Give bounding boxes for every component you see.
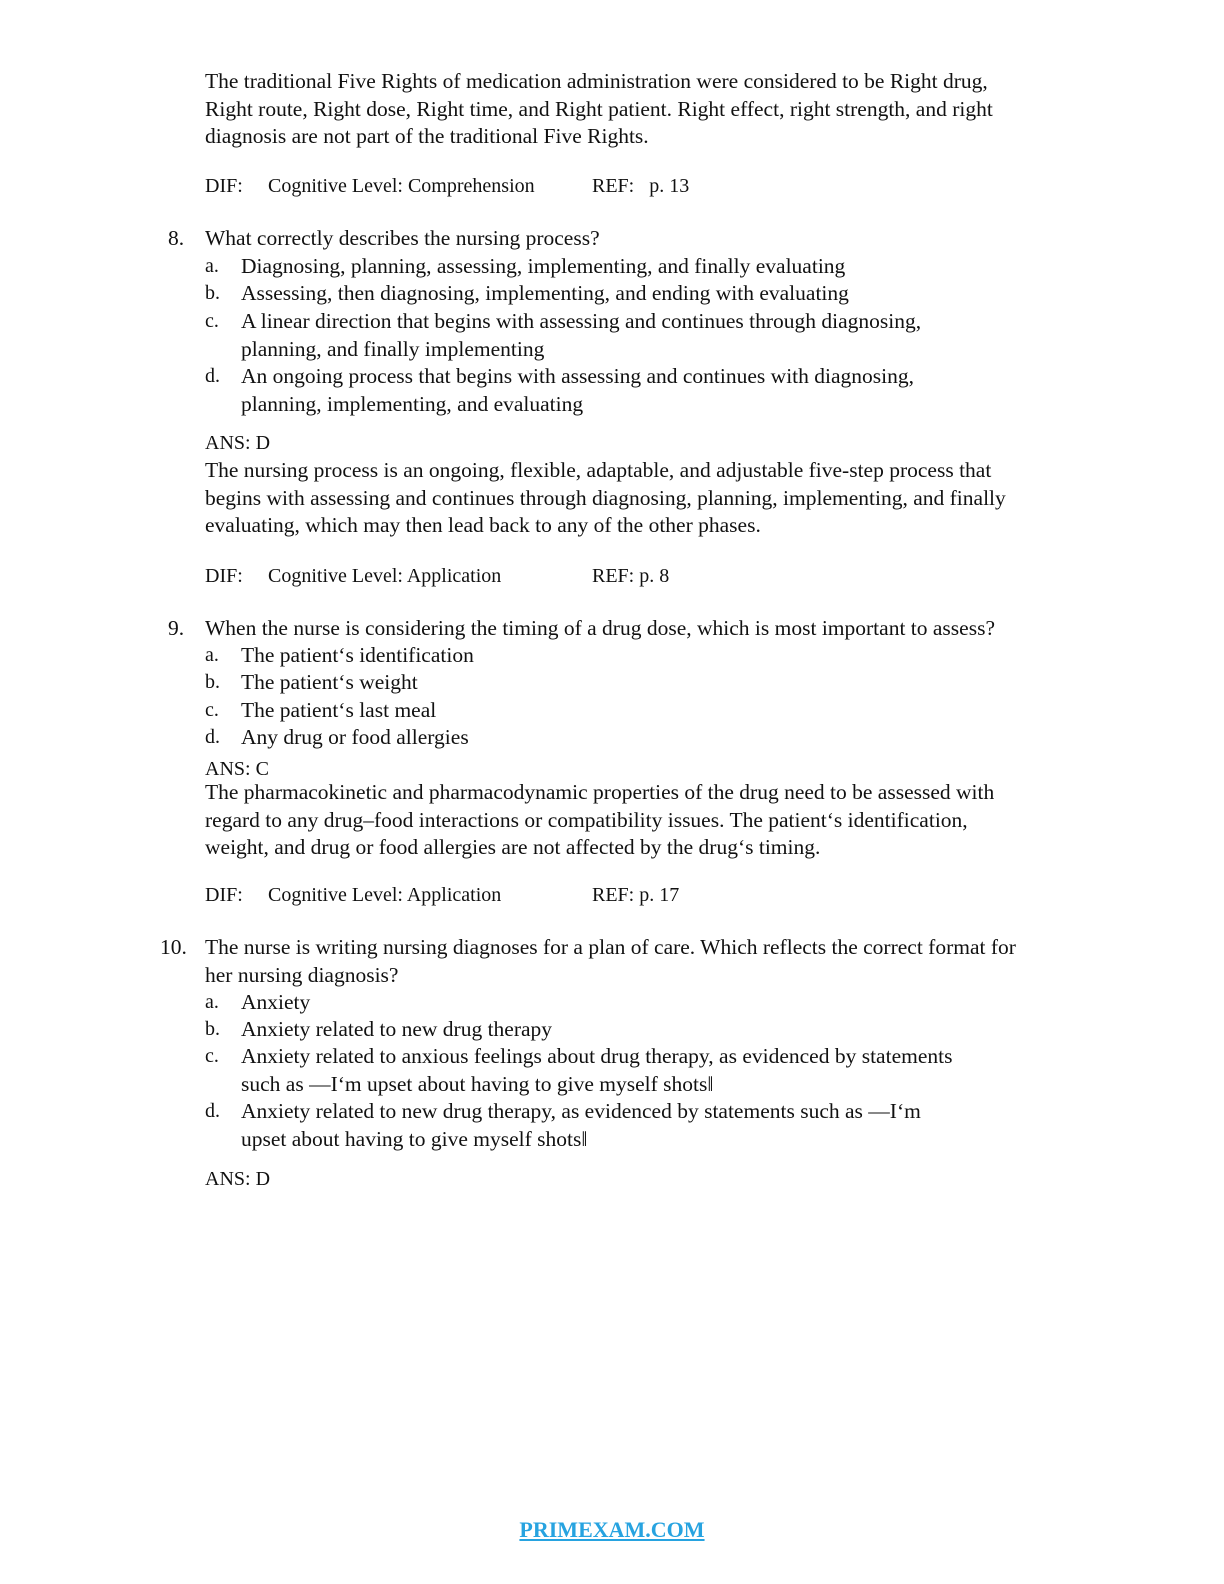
question-8-number: 8. (168, 226, 185, 250)
dif-label: DIF: (205, 884, 243, 906)
rationale-line: The traditional Five Rights of medication administration were considered to be Right drug, (205, 69, 988, 93)
intro-dif-label: DIF: (205, 175, 243, 197)
footer-link[interactable]: PRIMEXAM.COM (519, 1517, 705, 1542)
option-line: Anxiety related to anxious feelings about drug therapy, as evidenced by statements (241, 1044, 953, 1068)
option-letter: a. (205, 644, 219, 666)
option-text: Anxiety (241, 990, 311, 1014)
question-10-number: 10. (160, 935, 187, 959)
dif-label: DIF: (205, 565, 243, 587)
answer: ANS: D (205, 1168, 271, 1190)
answer: ANS: D (205, 432, 271, 454)
rationale-line: regard to any drug–food interactions or compatibility issues. The patient‘s identification, (205, 807, 968, 832)
option-line: upset about having to give myself shots‖ (241, 1126, 588, 1151)
option-letter: b. (205, 282, 220, 304)
option-text (241, 1043, 952, 1098)
option-text: The patient‘s identification (241, 643, 474, 667)
option-text (241, 1098, 921, 1153)
rationale-line: The pharmacokinetic and pharmacodynamic properties of the drug need to be assessed with (205, 780, 995, 804)
option-letter: d. (205, 365, 220, 387)
option-letter: c. (205, 699, 219, 721)
option-text: Any drug or food allergies (241, 725, 469, 749)
option-line: such as ―I‘m upset about having to give myself shots‖ (241, 1071, 714, 1096)
option-letter: a. (205, 255, 219, 277)
rationale-line: begins with assessing and continues through diagnosing, planning, implementing, and finally (205, 485, 1006, 510)
rationale-line: Right route, Right dose, Right time, and Right patient. Right effect, right strength, and right (205, 96, 993, 121)
question-10-stem (205, 934, 1016, 989)
stem-line: The nurse is writing nursing diagnoses for a plan of care. Which reflects the correct format for (205, 935, 1016, 959)
intro-dif-ref: REF: p. 13 (592, 175, 690, 197)
option-letter: d. (205, 726, 220, 748)
option-letter: c. (205, 1045, 219, 1067)
option-line: A linear direction that begins with assessing and continues through diagnosing, (241, 309, 922, 333)
option-letter: b. (205, 1018, 220, 1040)
question-8-stem: What correctly describes the nursing process? (205, 226, 600, 250)
question-9-number: 9. (168, 616, 185, 640)
dif-ref: REF: p. 17 (592, 884, 680, 906)
rationale-line: evaluating, which may then lead back to any of the other phases. (205, 513, 761, 537)
option-text: The patient‘s weight (241, 670, 418, 694)
stem-line: her nursing diagnosis? (205, 962, 399, 987)
option-text (241, 363, 914, 418)
intro-rationale (205, 68, 993, 151)
option-letter: a. (205, 991, 219, 1013)
question-9-stem: When the nurse is considering the timing of a drug dose, which is most important to assess? (205, 616, 995, 640)
dif-level: Cognitive Level: Application (268, 884, 502, 906)
option-letter: d. (205, 1100, 220, 1122)
option-text: Assessing, then diagnosing, implementing, and ending with evaluating (241, 281, 849, 305)
option-line: An ongoing process that begins with assessing and continues with diagnosing, (241, 364, 914, 388)
option-letter: c. (205, 310, 219, 332)
option-text (241, 308, 921, 363)
option-text: Anxiety related to new drug therapy (241, 1017, 553, 1041)
rationale-line: weight, and drug or food allergies are not affected by the drug‘s timing. (205, 835, 821, 859)
dif-level: Cognitive Level: Application (268, 565, 502, 587)
option-line: planning, and finally implementing (241, 336, 545, 361)
intro-dif-level: Cognitive Level: Comprehension (268, 175, 535, 197)
option-line: Anxiety related to new drug therapy, as evidenced by statements such as ―I‘m (241, 1099, 921, 1123)
rationale-line: diagnosis are not part of the traditional Five Rights. (205, 124, 649, 148)
dif-ref: REF: p. 8 (592, 565, 670, 587)
option-line: planning, implementing, and evaluating (241, 391, 584, 416)
option-letter: b. (205, 671, 220, 693)
rationale-line: The nursing process is an ongoing, flexible, adaptable, and adjustable five-step process that (205, 458, 992, 482)
answer: ANS: C (205, 758, 269, 780)
rationale (205, 779, 994, 862)
option-text: The patient‘s last meal (241, 698, 437, 722)
rationale (205, 457, 1006, 540)
option-text: Diagnosing, planning, assessing, implementing, and finally evaluating (241, 254, 846, 278)
